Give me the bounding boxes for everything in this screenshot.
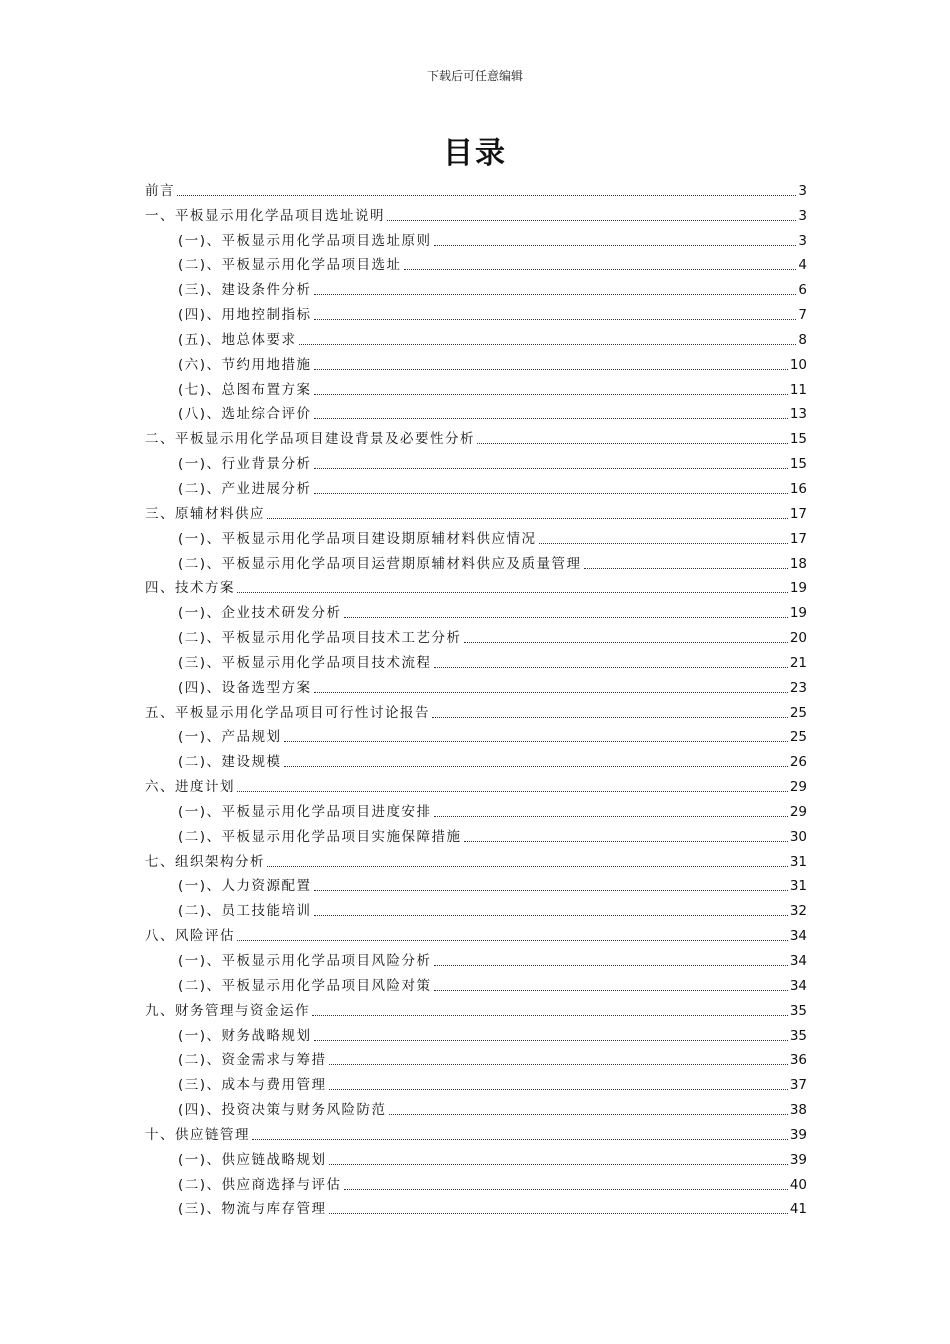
- toc-entry[interactable]: [145, 300, 807, 325]
- toc-dot-leader: [314, 915, 788, 916]
- toc-entry-page-number: 36: [789, 1052, 807, 1069]
- toc-dot-leader: [314, 1040, 788, 1041]
- toc-entry[interactable]: [145, 1070, 807, 1095]
- toc-dot-leader: [314, 319, 797, 320]
- toc-entry-label: 一、平板显示用化学品项目选址说明: [145, 207, 385, 224]
- toc-dot-leader: [314, 468, 788, 469]
- toc-entry[interactable]: [145, 1170, 807, 1195]
- toc-entry[interactable]: [145, 946, 807, 971]
- toc-dot-leader: [314, 493, 788, 494]
- toc-entry-label: (一)、人力资源配置: [178, 878, 312, 895]
- toc-entry[interactable]: [145, 872, 807, 897]
- toc-entry[interactable]: [145, 996, 807, 1021]
- toc-entry[interactable]: [145, 1145, 807, 1170]
- toc-entry-page-number: 23: [789, 679, 807, 696]
- toc-entry-label: 八、风险评估: [145, 928, 235, 945]
- toc-entry[interactable]: [145, 623, 807, 648]
- toc-entry[interactable]: [145, 847, 807, 872]
- toc-entry-label: 六、进度计划: [145, 779, 235, 796]
- toc-entry-page-number: 41: [789, 1201, 807, 1218]
- toc-entry-page-number: 7: [798, 307, 807, 324]
- toc-entry[interactable]: [145, 1195, 807, 1220]
- toc-entry-label: (一)、产品规划: [178, 729, 282, 746]
- toc-entry[interactable]: [145, 524, 807, 549]
- toc-dot-leader: [314, 394, 788, 395]
- toc-entry-page-number: 35: [789, 1027, 807, 1044]
- toc-entry-page-number: 8: [798, 331, 807, 348]
- toc-entry-label: (二)、员工技能培训: [178, 903, 312, 920]
- toc-entry-page-number: 4: [798, 257, 807, 274]
- toc-dot-leader: [314, 369, 788, 370]
- toc-entry-label: (五)、地总体要求: [178, 331, 297, 348]
- toc-dot-leader: [312, 1015, 788, 1016]
- toc-entry-label: (一)、企业技术研发分析: [178, 605, 342, 622]
- toc-entry-label: (四)、投资决策与财务风险防范: [178, 1102, 387, 1119]
- toc-entry[interactable]: [145, 971, 807, 996]
- toc-entry-label: (二)、资金需求与筹措: [178, 1052, 327, 1069]
- toc-dot-leader: [267, 866, 788, 867]
- toc-entry-label: (六)、节约用地措施: [178, 356, 312, 373]
- toc-dot-leader: [464, 642, 788, 643]
- toc-dot-leader: [314, 418, 788, 419]
- toc-entry-page-number: 15: [789, 431, 807, 448]
- toc-dot-leader: [284, 766, 788, 767]
- toc-entry-page-number: 34: [789, 953, 807, 969]
- toc-entry-label: (八)、选址综合评价: [178, 406, 312, 423]
- toc-entry[interactable]: [145, 474, 807, 499]
- toc-dot-leader: [314, 890, 788, 891]
- toc-entry[interactable]: [145, 1120, 807, 1145]
- toc-entry-page-number: 34: [789, 977, 807, 994]
- toc-entry[interactable]: [145, 350, 807, 375]
- toc-entry-label: (三)、成本与费用管理: [178, 1077, 327, 1094]
- toc-entry[interactable]: [145, 648, 807, 673]
- toc-entry[interactable]: [145, 698, 807, 723]
- toc-dot-leader: [434, 816, 788, 817]
- toc-entry-label: 二、平板显示用化学品项目建设背景及必要性分析: [145, 431, 475, 448]
- toc-entry-label: (二)、建设规模: [178, 754, 282, 771]
- toc-entry-label: (二)、平板显示用化学品项目技术工艺分析: [178, 630, 462, 647]
- toc-entry-page-number: 13: [789, 406, 807, 423]
- toc-entry-page-number: 19: [789, 605, 807, 622]
- toc-dot-leader: [464, 841, 788, 842]
- toc-dot-leader: [284, 741, 788, 742]
- toc-dot-leader: [299, 344, 797, 345]
- toc-entry-label: (二)、供应商选择与评估: [178, 1176, 342, 1193]
- toc-entry[interactable]: [145, 201, 807, 226]
- toc-dot-leader: [237, 940, 788, 941]
- toc-entry-label: 前言: [145, 182, 175, 199]
- toc-entry-page-number: 34: [789, 928, 807, 945]
- toc-entry[interactable]: [145, 1095, 807, 1120]
- toc-entry-page-number: 35: [789, 1002, 807, 1019]
- table-of-contents: [145, 176, 807, 1219]
- toc-entry-page-number: 29: [789, 803, 807, 820]
- toc-entry-label: (一)、行业背景分析: [178, 456, 312, 473]
- toc-entry[interactable]: [145, 673, 807, 698]
- toc-entry-label: (二)、平板显示用化学品项目风险对策: [178, 977, 432, 994]
- toc-entry-page-number: 21: [789, 654, 807, 671]
- toc-entry-page-number: 6: [798, 282, 807, 299]
- toc-entry[interactable]: [145, 226, 807, 251]
- toc-entry[interactable]: [145, 747, 807, 772]
- toc-dot-leader: [252, 1139, 788, 1140]
- toc-entry[interactable]: [145, 772, 807, 797]
- toc-entry[interactable]: [145, 1046, 807, 1071]
- toc-entry-label: (一)、平板显示用化学品项目风险分析: [178, 953, 432, 969]
- toc-entry-label: (二)、平板显示用化学品项目实施保障措施: [178, 828, 462, 845]
- toc-entry-label: (四)、设备选型方案: [178, 679, 312, 696]
- toc-entry-page-number: 3: [798, 182, 807, 199]
- toc-dot-leader: [434, 667, 788, 668]
- toc-entry-label: (二)、平板显示用化学品项目运营期原辅材料供应及质量管理: [178, 555, 582, 572]
- toc-dot-leader: [434, 965, 788, 966]
- toc-entry[interactable]: [145, 176, 807, 201]
- toc-entry-label: (一)、供应链战略规划: [178, 1151, 327, 1168]
- page-title: 目录: [443, 136, 507, 171]
- toc-entry-label: 四、技术方案: [145, 580, 235, 597]
- toc-dot-leader: [344, 617, 788, 618]
- toc-entry-page-number: 31: [789, 878, 807, 895]
- toc-entry-label: (三)、建设条件分析: [178, 282, 312, 299]
- toc-entry-page-number: 29: [789, 779, 807, 796]
- toc-entry-page-number: 16: [789, 480, 807, 497]
- toc-entry[interactable]: [145, 921, 807, 946]
- toc-entry-page-number: 17: [789, 530, 807, 547]
- toc-entry[interactable]: [145, 723, 807, 748]
- toc-dot-leader: [314, 294, 797, 295]
- toc-dot-leader: [434, 990, 788, 991]
- toc-entry-label: (一)、平板显示用化学品项目建设期原辅材料供应情况: [178, 530, 537, 547]
- toc-entry-label: (一)、平板显示用化学品项目选址原则: [178, 232, 432, 249]
- toc-entry[interactable]: [145, 598, 807, 623]
- toc-dot-leader: [329, 1213, 788, 1214]
- toc-entry-page-number: 30: [789, 828, 807, 845]
- toc-entry[interactable]: [145, 896, 807, 921]
- toc-entry-page-number: 39: [789, 1126, 807, 1143]
- toc-entry-page-number: 32: [789, 903, 807, 920]
- toc-dot-leader: [267, 518, 788, 519]
- toc-entry-page-number: 37: [789, 1077, 807, 1094]
- toc-entry-page-number: 19: [789, 580, 807, 597]
- toc-dot-leader: [404, 269, 797, 270]
- toc-dot-leader: [237, 592, 788, 593]
- toc-entry-page-number: 18: [789, 555, 807, 572]
- toc-dot-leader: [387, 220, 796, 221]
- toc-entry-label: (一)、财务战略规划: [178, 1027, 312, 1044]
- toc-dot-leader: [177, 195, 796, 196]
- toc-entry[interactable]: [145, 549, 807, 574]
- toc-entry-page-number: 40: [789, 1176, 807, 1193]
- toc-entry[interactable]: [145, 499, 807, 524]
- toc-dot-leader: [477, 443, 788, 444]
- toc-entry[interactable]: [145, 251, 807, 276]
- toc-dot-leader: [432, 717, 788, 718]
- toc-entry[interactable]: [145, 797, 807, 822]
- toc-dot-leader: [434, 245, 797, 246]
- toc-entry[interactable]: [145, 424, 807, 449]
- toc-entry-label: 七、组织架构分析: [145, 853, 265, 870]
- toc-entry-page-number: 17: [789, 505, 807, 522]
- toc-entry-label: 十、供应链管理: [145, 1126, 250, 1143]
- toc-entry-label: (二)、平板显示用化学品项目选址: [178, 257, 402, 274]
- toc-dot-leader: [237, 791, 788, 792]
- toc-entry-page-number: 31: [789, 853, 807, 870]
- toc-entry-page-number: 26: [789, 754, 807, 771]
- toc-entry[interactable]: [145, 449, 807, 474]
- toc-entry-label: (七)、总图布置方案: [178, 381, 312, 398]
- toc-entry-label: 五、平板显示用化学品项目可行性讨论报告: [145, 704, 430, 721]
- toc-entry-label: (三)、物流与库存管理: [178, 1201, 327, 1218]
- toc-entry-page-number: 3: [798, 232, 807, 249]
- toc-dot-leader: [329, 1164, 788, 1165]
- toc-entry-page-number: 25: [789, 729, 807, 746]
- toc-entry-page-number: 38: [789, 1102, 807, 1119]
- toc-entry[interactable]: [145, 574, 807, 599]
- toc-dot-leader: [539, 543, 788, 544]
- toc-entry-label: (一)、平板显示用化学品项目进度安排: [178, 803, 432, 820]
- toc-entry-page-number: 39: [789, 1151, 807, 1168]
- toc-entry[interactable]: [145, 275, 807, 300]
- toc-entry[interactable]: [145, 400, 807, 425]
- toc-entry-label: 三、原辅材料供应: [145, 505, 265, 522]
- toc-entry-page-number: 15: [789, 456, 807, 473]
- toc-entry-page-number: 25: [789, 704, 807, 721]
- page-header: 下载后可任意编辑: [426, 69, 523, 83]
- toc-entry-page-number: 10: [789, 356, 807, 373]
- toc-dot-leader: [344, 1189, 788, 1190]
- toc-dot-leader: [389, 1114, 788, 1115]
- toc-entry[interactable]: [145, 325, 807, 350]
- toc-dot-leader: [314, 692, 788, 693]
- toc-dot-leader: [329, 1089, 788, 1090]
- toc-entry-page-number: 20: [789, 630, 807, 647]
- toc-entry-label: (三)、平板显示用化学品项目技术流程: [178, 654, 432, 671]
- toc-dot-leader: [584, 568, 788, 569]
- toc-entry-label: 九、财务管理与资金运作: [145, 1002, 310, 1019]
- toc-entry-label: (二)、产业进展分析: [178, 480, 312, 497]
- toc-entry-page-number: 11: [789, 381, 807, 398]
- toc-entry[interactable]: [145, 1021, 807, 1046]
- toc-entry-page-number: 3: [798, 207, 807, 224]
- toc-entry[interactable]: [145, 822, 807, 847]
- toc-entry-label: (四)、用地控制指标: [178, 307, 312, 324]
- toc-dot-leader: [329, 1064, 788, 1065]
- toc-entry[interactable]: [145, 375, 807, 400]
